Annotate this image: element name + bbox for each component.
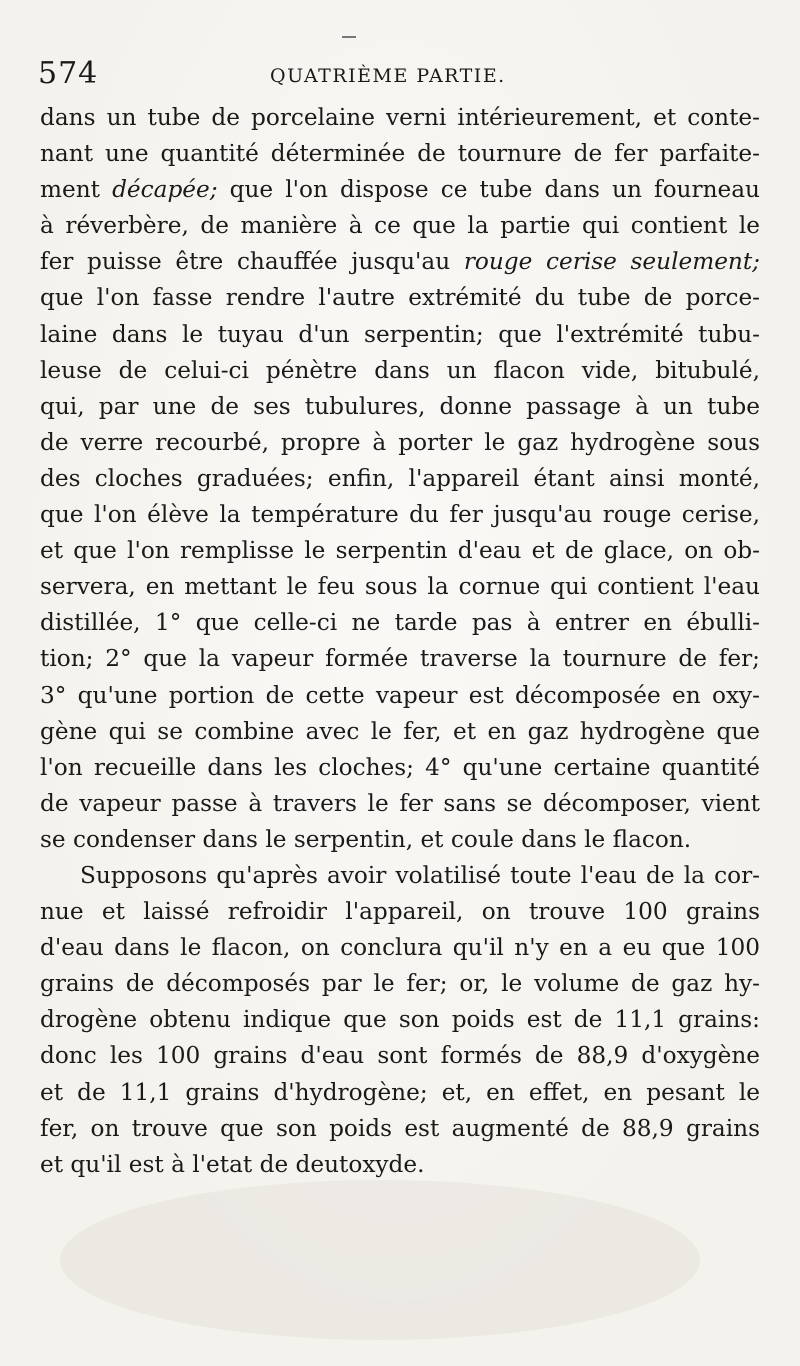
running-head: QUATRIÈME PARTIE. [270, 65, 506, 87]
text-line: qui, par une de ses tubulures, donne passage à un tube [40, 392, 760, 420]
page-number: 574 [38, 56, 99, 91]
text-line: d'eau dans le flacon, on conclura qu'il n'y en a eu que 100 [40, 934, 760, 962]
text-line: distillée, 1° que celle-ci ne tarde pas à entrer en ébulli- [40, 609, 760, 637]
paragraph-1 [40, 100, 760, 858]
body-text [40, 100, 760, 1183]
text-line: et que l'on remplisse le serpentin d'eau et de glace, on ob- [40, 537, 760, 565]
text-line: et qu'il est à l'etat de deutoxyde. [40, 1150, 425, 1178]
text-line: dans un tube de porcelaine verni intérieurement, et conte- [40, 104, 760, 131]
text-line: nant une quantité déterminée de tournure de fer parfaite- [40, 140, 760, 168]
text-line: ment décapée; que l'on dispose ce tube dans un fourneau [40, 176, 760, 204]
italic-phrase: rouge cerise seulement; [463, 248, 760, 276]
text-line: leuse de celui-ci pénètre dans un flacon vide, bitubulé, [40, 356, 760, 384]
italic-phrase: décapée; [112, 176, 218, 204]
text-line: 3° qu'une portion de cette vapeur est décomposée en oxy- [40, 681, 760, 709]
page-header [38, 56, 758, 96]
text-line: drogène obtenu indique que son poids est de 11,1 grains: [40, 1006, 760, 1034]
text-line: fer, on trouve que son poids est augmenté de 88,9 grains [40, 1114, 760, 1142]
text-line: laine dans le tuyau d'un serpentin; que l'extrémité tubu- [40, 320, 760, 348]
text-line: fer puisse être chauffée jusqu'au rouge cerise seulement; [40, 248, 760, 276]
page-stain [60, 1180, 700, 1340]
paragraph-2 [40, 858, 760, 1183]
text-line: que l'on élève la température du fer jusqu'au rouge cerise, [40, 501, 760, 529]
text-line: tion; 2° que la vapeur formée traverse la tournure de fer; [40, 645, 760, 673]
text-line: à réverbère, de manière à ce que la partie qui contient le [40, 212, 760, 240]
text-line: de vapeur passe à travers le fer sans se décomposer, vient [40, 789, 760, 817]
text-line: l'on recueille dans les cloches; 4° qu'une certaine quantité [40, 753, 760, 781]
text-line: de verre recourbé, propre à porter le gaz hydrogène sous [40, 428, 760, 456]
text-line: grains de décomposés par le fer; or, le volume de gaz hy- [40, 970, 760, 998]
text-line: servera, en mettant le feu sous la cornue qui contient l'eau [40, 573, 760, 601]
text-line: Supposons qu'après avoir volatilisé toute l'eau de la cor- [80, 861, 760, 889]
text-line: des cloches graduées; enfin, l'appareil étant ainsi monté, [40, 464, 760, 492]
text-line: donc les 100 grains d'eau sont formés de 88,9 d'oxygène [40, 1042, 760, 1070]
text-line: se condenser dans le serpentin, et coule dans le flacon. [40, 825, 692, 853]
text-line: et de 11,1 grains d'hydrogène; et, en effet, en pesant le [40, 1078, 760, 1106]
top-mark [342, 36, 356, 38]
text-line: gène qui se combine avec le fer, et en gaz hydrogène que [40, 717, 760, 745]
text-line: nue et laissé refroidir l'appareil, on trouve 100 grains [40, 898, 760, 926]
text-line: que l'on fasse rendre l'autre extrémité du tube de porce- [40, 284, 760, 312]
